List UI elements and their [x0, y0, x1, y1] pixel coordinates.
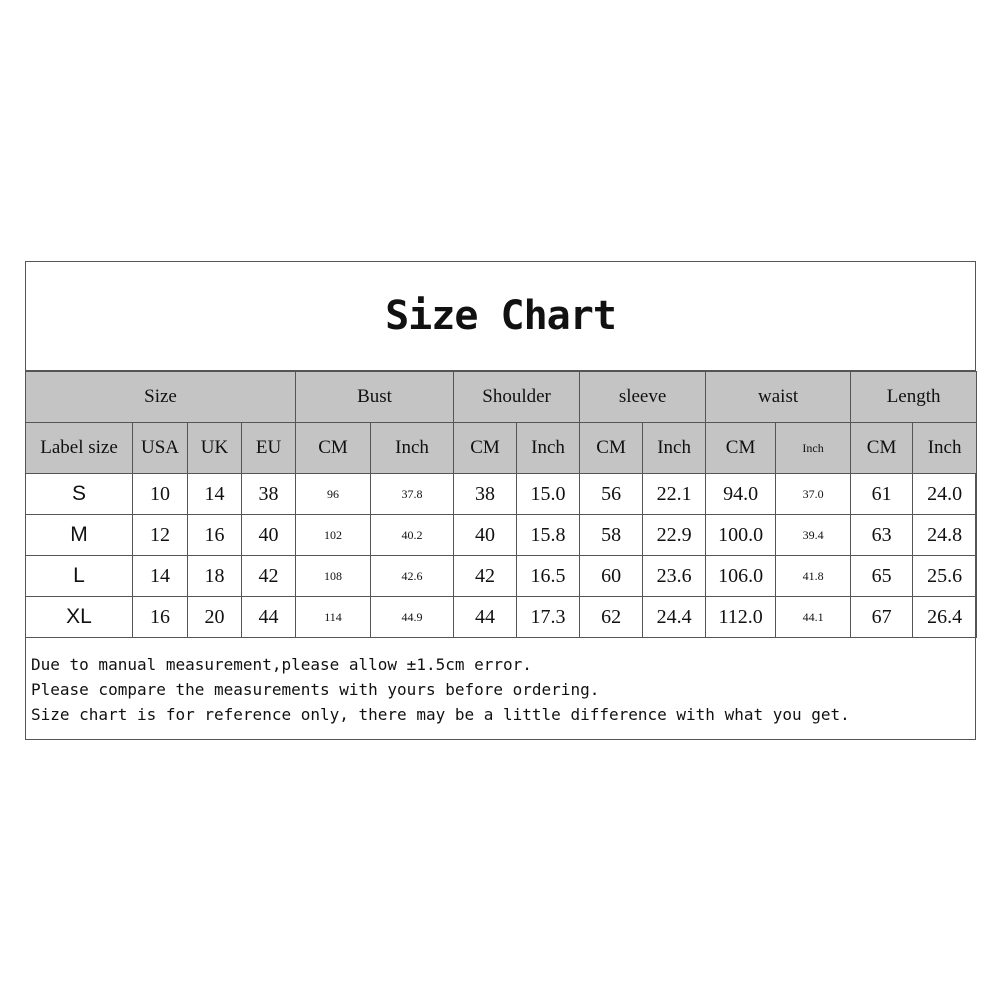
table-cell: 22.1	[643, 474, 706, 515]
table-cell: 38	[242, 474, 296, 515]
col-header-shoulder-inch: Inch	[517, 423, 580, 474]
table-cell: 39.4	[776, 515, 851, 556]
group-header-waist: waist	[706, 372, 851, 423]
size-rows	[26, 474, 977, 638]
table-cell: 114	[296, 597, 371, 638]
group-header-size: Size	[26, 372, 296, 423]
table-cell: 24.4	[643, 597, 706, 638]
table-cell: 58	[580, 515, 643, 556]
col-header-uk: UK	[188, 423, 242, 474]
group-header-sleeve: sleeve	[580, 372, 706, 423]
col-header-length-cm: CM	[851, 423, 913, 474]
table-cell: 14	[133, 556, 188, 597]
table-cell: 25.6	[913, 556, 977, 597]
size-table	[25, 371, 977, 638]
table-cell: 67	[851, 597, 913, 638]
group-header-shoulder: Shoulder	[454, 372, 580, 423]
table-cell: 44.1	[776, 597, 851, 638]
table-cell: 15.8	[517, 515, 580, 556]
col-header-bust-cm: CM	[296, 423, 371, 474]
table-cell: 60	[580, 556, 643, 597]
table-cell: 23.6	[643, 556, 706, 597]
size-label-cell: XL	[26, 597, 133, 638]
table-cell: 14	[188, 474, 242, 515]
table-cell: 17.3	[517, 597, 580, 638]
table-cell: 96	[296, 474, 371, 515]
table-cell: 16.5	[517, 556, 580, 597]
group-header-bust: Bust	[296, 372, 454, 423]
table-cell: 12	[133, 515, 188, 556]
size-label-cell: L	[26, 556, 133, 597]
table-cell: 42	[454, 556, 517, 597]
table-cell: 63	[851, 515, 913, 556]
col-header-usa: USA	[133, 423, 188, 474]
table-cell: 38	[454, 474, 517, 515]
table-row	[26, 597, 977, 638]
table-row	[26, 556, 977, 597]
table-cell: 37.0	[776, 474, 851, 515]
table-cell: 106.0	[706, 556, 776, 597]
col-header-sleeve-inch: Inch	[643, 423, 706, 474]
table-cell: 24.8	[913, 515, 977, 556]
table-cell: 16	[188, 515, 242, 556]
chart-title: Size Chart	[26, 262, 975, 371]
col-header-shoulder-cm: CM	[454, 423, 517, 474]
col-header-waist-inch: Inch	[776, 423, 851, 474]
table-cell: 44	[454, 597, 517, 638]
table-cell: 65	[851, 556, 913, 597]
table-cell: 24.0	[913, 474, 977, 515]
group-header-length: Length	[851, 372, 977, 423]
table-cell: 44	[242, 597, 296, 638]
table-cell: 22.9	[643, 515, 706, 556]
col-header-label-size: Label size	[26, 423, 133, 474]
table-cell: 112.0	[706, 597, 776, 638]
size-label-cell: S	[26, 474, 133, 515]
col-header-sleeve-cm: CM	[580, 423, 643, 474]
table-cell: 40	[242, 515, 296, 556]
table-cell: 102	[296, 515, 371, 556]
table-cell: 18	[188, 556, 242, 597]
table-row	[26, 515, 977, 556]
note-line: Please compare the measurements with yours before ordering.	[31, 680, 600, 699]
table-cell: 42	[242, 556, 296, 597]
table-cell: 94.0	[706, 474, 776, 515]
table-cell: 16	[133, 597, 188, 638]
table-cell: 44.9	[371, 597, 454, 638]
col-header-waist-cm: CM	[706, 423, 776, 474]
note-line: Size chart is for reference only, there may be a little difference with what you get.	[31, 705, 850, 724]
table-cell: 10	[133, 474, 188, 515]
table-cell: 56	[580, 474, 643, 515]
size-chart	[25, 261, 976, 740]
table-cell: 40.2	[371, 515, 454, 556]
table-row	[26, 474, 977, 515]
table-cell: 37.8	[371, 474, 454, 515]
table-cell: 20	[188, 597, 242, 638]
col-header-bust-inch: Inch	[371, 423, 454, 474]
col-header-eu: EU	[242, 423, 296, 474]
table-cell: 100.0	[706, 515, 776, 556]
table-cell: 26.4	[913, 597, 977, 638]
table-cell: 40	[454, 515, 517, 556]
table-cell: 41.8	[776, 556, 851, 597]
size-label-cell: M	[26, 515, 133, 556]
notes	[26, 638, 975, 727]
table-cell: 62	[580, 597, 643, 638]
col-header-length-inch: Inch	[913, 423, 977, 474]
note-line: Due to manual measurement,please allow ±1.5cm error.	[31, 655, 532, 674]
table-cell: 61	[851, 474, 913, 515]
table-cell: 15.0	[517, 474, 580, 515]
table-cell: 108	[296, 556, 371, 597]
table-cell: 42.6	[371, 556, 454, 597]
